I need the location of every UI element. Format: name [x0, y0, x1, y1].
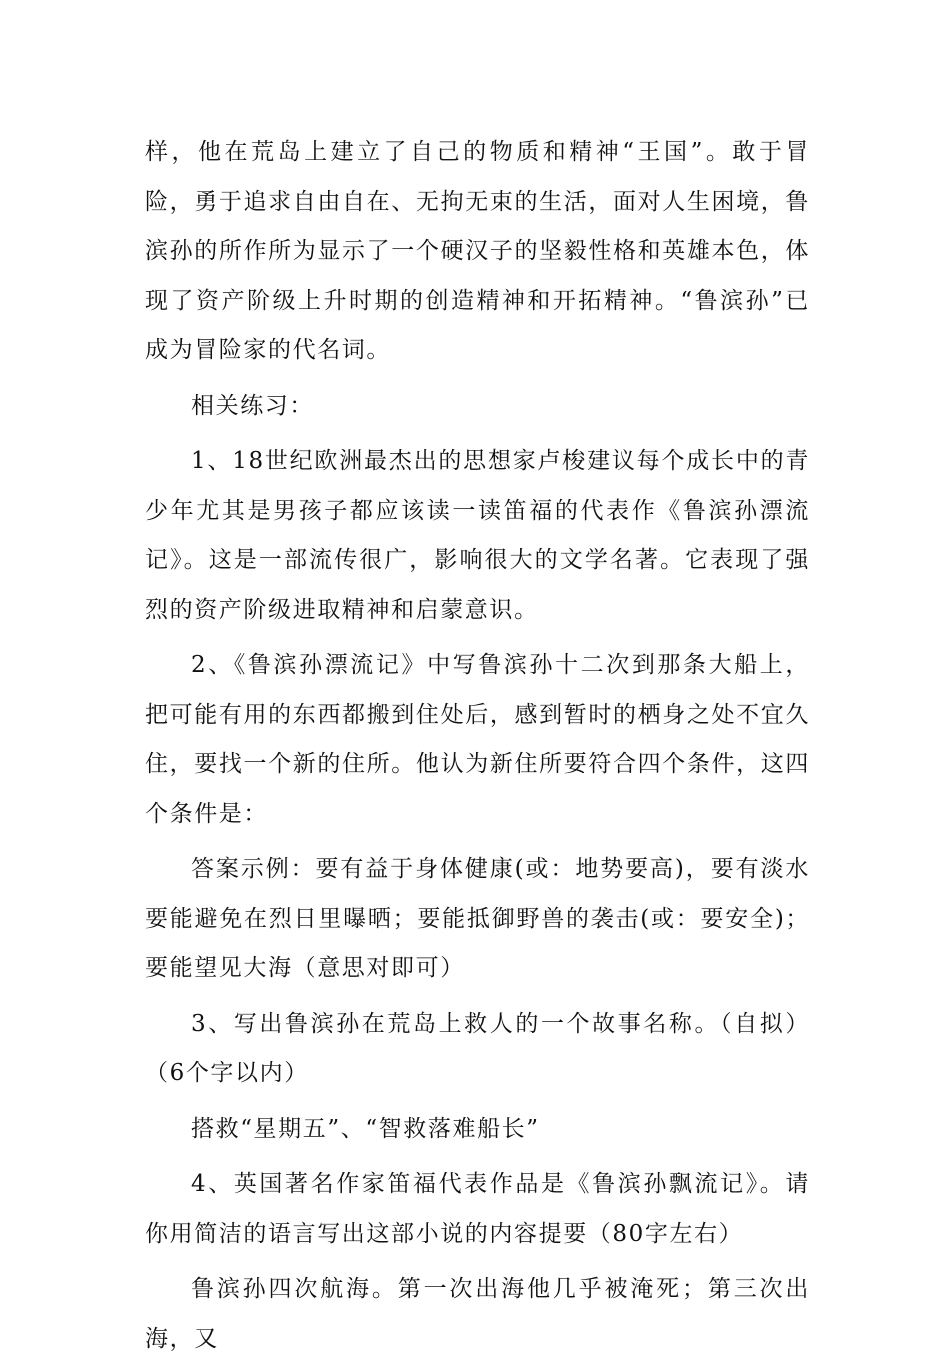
exercise-4: 4、英国著名作家笛福代表作品是《鲁滨孙飘流记》。请你用简洁的语言写出这部小说的内容提要（80字左右） — [145, 1171, 810, 1247]
document-body — [145, 128, 810, 1370]
exercise-2-answer: 答案示例：要有益于身体健康(或：地势要高)，要有淡水要能避免在烈日里曝晒；要能抵御野兽的袭击(或：要安全)；要能望见大海（意思对即可） — [145, 856, 810, 981]
exercise-2: 2、《鲁滨孙漂流记》中写鲁滨孙十二次到那条大船上，把可能有用的东西都搬到住处后，感到暂时的栖身之处不宜久住，要找一个新的住所。他认为新住所要符合四个条件，这四个条件是： — [145, 652, 810, 827]
exercise-1: 1、18世纪欧洲最杰出的思想家卢梭建议每个成长中的青少年尤其是男孩子都应该读一读笛福的代表作《鲁滨孙漂流记》。这是一部流传很广，影响很大的文学名著。它表现了强烈的资产阶级进取精神和启蒙意识。 — [145, 448, 810, 623]
exercise-4-answer: 鲁滨孙四次航海。第一次出海他几乎被淹死；第三次出海，又 — [145, 1276, 810, 1352]
section-heading-exercises: 相关练习： — [191, 392, 314, 419]
exercise-3-answer: 搭救“星期五”、“智救落难船长” — [191, 1115, 540, 1142]
exercise-3: 3、写出鲁滨孙在荒岛上救人的一个故事名称。（自拟）（6个字以内） — [145, 1010, 810, 1086]
paragraph-continuation: 样，他在荒岛上建立了自己的物质和精神“王国”。敢于冒险，勇于追求自由自在、无拘无束的生活，面对人生困境，鲁滨孙的所作所为显示了一个硬汉子的坚毅性格和英雄本色，体现了资产阶级上升时期的创造精神和开拓精神。“鲁滨孙”已成为冒险家的代名词。 — [145, 139, 810, 363]
